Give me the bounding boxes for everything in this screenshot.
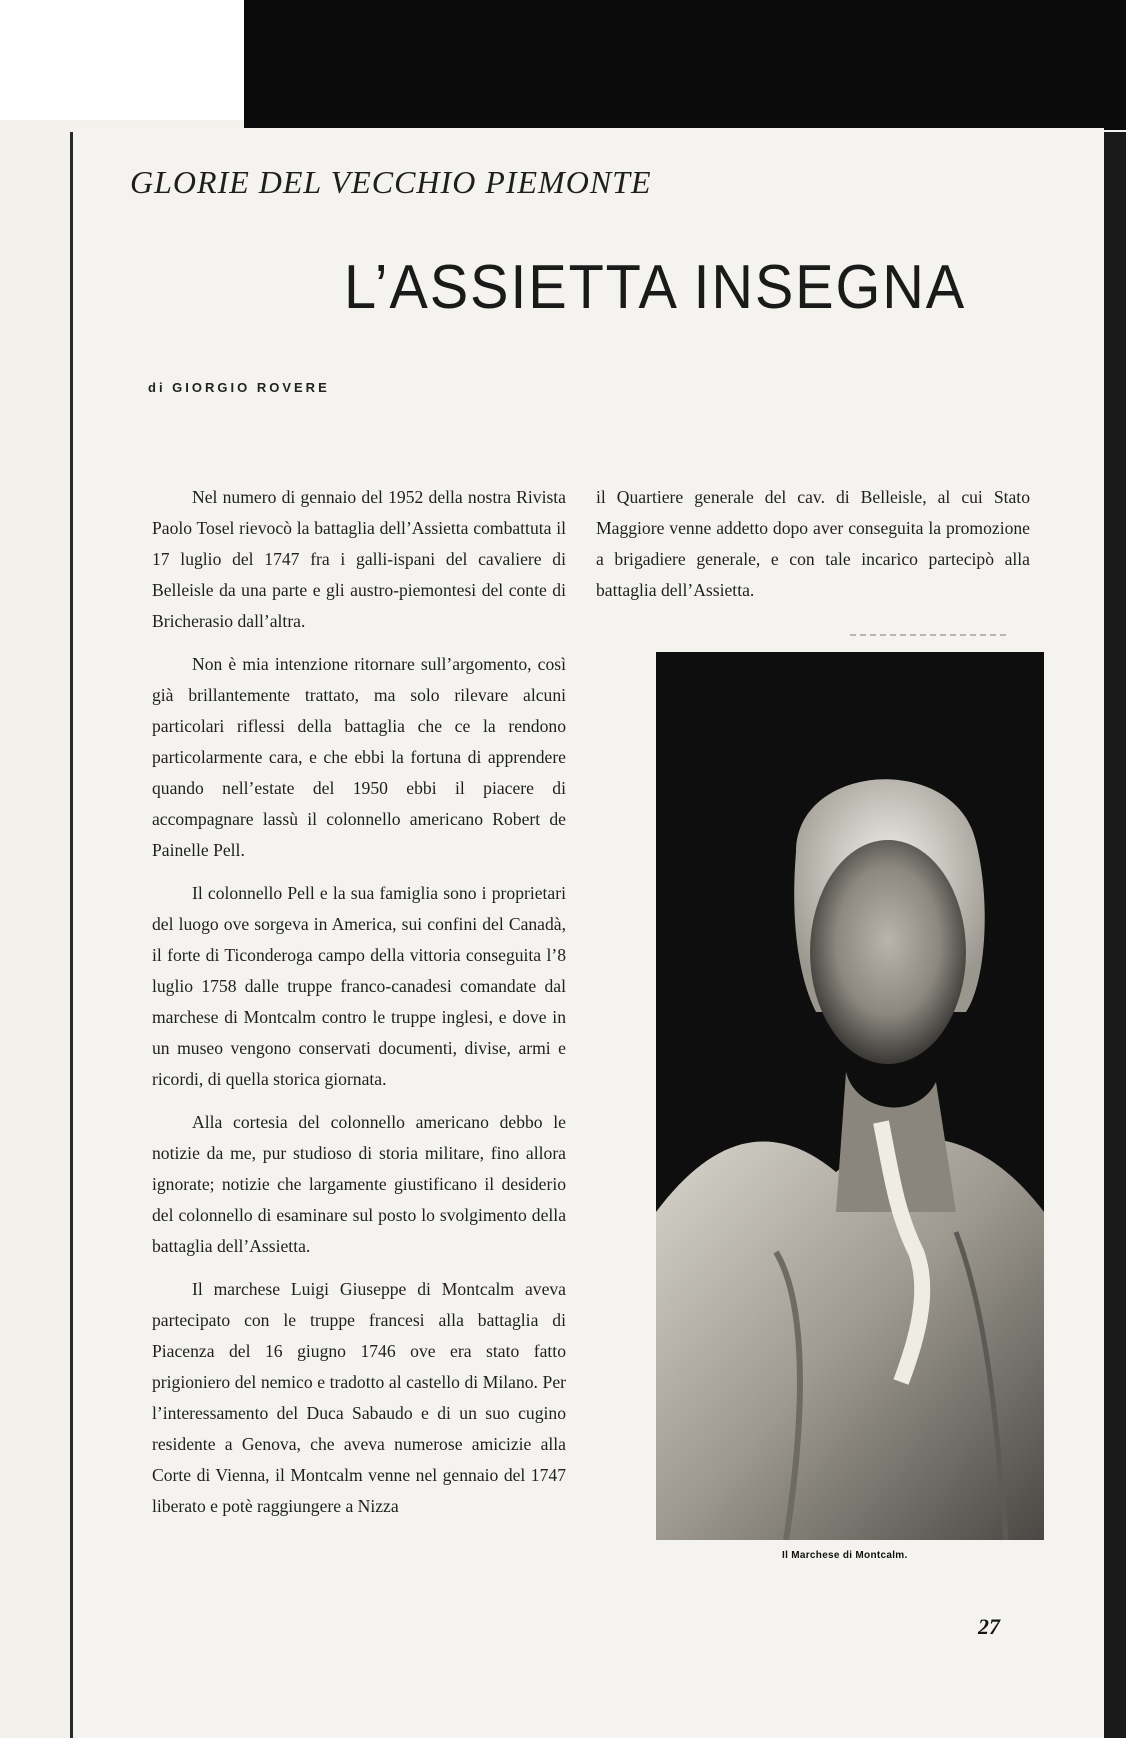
paragraph: Il colonnello Pell e la sua famiglia sono i proprietari del luogo ove sorgeva in America, sui confini del Canadà, il forte di Ticonderoga campo della vittoria conseguita l’8 luglio 1758 dalle truppe franco-canadesi comandate dal marchese di Montcalm contro le truppe inglesi, e dove in un museo vengono conservati documenti, divise, armi e ricordi, di quella storica giornata. (152, 883, 566, 1089)
page-right-edge (1104, 132, 1126, 1738)
page-number: 27 (978, 1614, 1000, 1639)
article-column-right (596, 482, 1030, 606)
page-left-edge (70, 132, 73, 1738)
dashed-separator (850, 634, 1006, 636)
portrait-illustration (656, 652, 1044, 1540)
paragraph: Non è mia intenzione ritornare sull’argomento, così già brillantemente trattato, ma solo rilevare alcuni particolari riflessi della battaglia che ce la rendono particolarmente cara, e che ebbi la fortuna di apprendere quando nell’estate del 1950 ebbi il piacere di accompagnare lassù il colonnello americano Robert de Painelle Pell. (152, 654, 566, 860)
author-byline: di GIORGIO ROVERE (148, 380, 330, 395)
paragraph: Alla cortesia del colonnello americano debbo le notizie da me, pur studioso di storia militare, fino allora ignorate; notizie che largamente giustificano il desiderio del colonnello di esaminare sul posto lo svolgimento della battaglia dell’Assietta. (152, 1112, 566, 1256)
paragraph: Il marchese Luigi Giuseppe di Montcalm aveva partecipato con le truppe francesi alla battaglia di Piacenza del 16 giugno 1746 ove era stato fatto prigioniero del nemico e tradotto al castello di Milano. Per l’interessamento del Duca Sabaudo e di un suo cugino residente a Genova, che aveva numerose amicizie alla Corte di Vienna, il Montcalm venne nel gennaio del 1747 liberato e potè raggiungere a Nizza (152, 1279, 566, 1516)
section-kicker: GLORIE DEL VECCHIO PIEMONTE (130, 164, 652, 200)
article-column-left (152, 482, 566, 1534)
figure-caption: Il Marchese di Montcalm. (782, 1550, 908, 1561)
portrait-image (656, 652, 1044, 1540)
paragraph: Nel numero di gennaio del 1952 della nostra Rivista Paolo Tosel rievocò la battaglia dell’Assietta combattuta il 17 luglio del 1747 fra i galli-ispani del cavaliere di Belleisle da una parte e gli austro-piemontesi del conte di Bricherasio dall’altra. (152, 487, 566, 631)
paragraph: il Quartiere generale del cav. di Belleisle, al cui Stato Maggiore venne addetto dopo aver conseguita la promozione a brigadiere generale, e con tale incarico partecipò alla battaglia dell’Assietta. (596, 487, 1030, 600)
scan-dark-band (244, 0, 1126, 130)
article-title: L’ASSIETTA INSEGNA (344, 253, 967, 322)
